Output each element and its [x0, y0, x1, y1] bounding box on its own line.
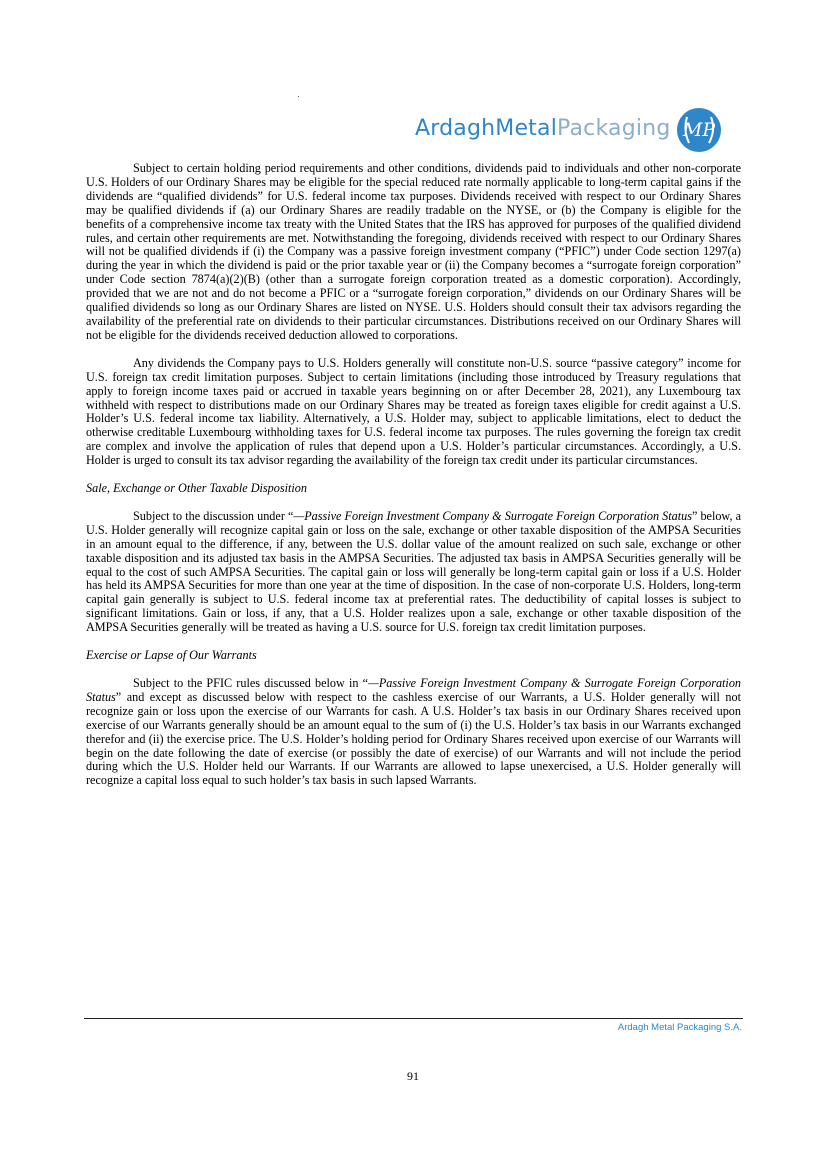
amp-logo-icon [673, 104, 725, 156]
paragraph-sale-exchange-reference: —Passive Foreign Investment Company & Surrogate Foreign Corporation Status [293, 508, 692, 523]
logo-word-ardagh: Ardagh [415, 116, 496, 141]
paragraph-exercise-lapse-text: ” and except as discussed below with respect to the cashless exercise of our Warrants, a U.S. Holder generally will not recognize gain or loss upon the exercise of our Warrants for cash. A U.S. Holder’s tax basis in our Ordinary Shares received upon exercise of our Warrants generally should be an amount equal to the sum of (i) the U.S. Holder’s tax basis in our Warrants exchanged therefor and (ii) the exercise price. The U.S. Holder’s holding period for Ordinary Shares received upon exercise of our Warrants will begin on the date following the date of exercise (or possibly the date of exercise) of our Warrants and will not include the period during which the U.S. Holder held our Warrants. If our Warrants are allowed to lapse unexercised, a U.S. Holder generally will recognize a capital loss equal to such holder’s tax basis in such lapsed Warrants. [86, 689, 741, 788]
paragraph-exercise-lapse-reference: —Passive Foreign Investment Company & Surrogate Foreign Corporation Status [86, 676, 742, 704]
company-logo [415, 104, 735, 160]
paragraph-sale-exchange [86, 510, 741, 635]
paragraph-sale-exchange-lead: Subject to the discussion under “ [133, 508, 294, 523]
paragraph-qualified-dividends: Subject to certain holding period requirements and other conditions, dividends paid to individuals and other non-corporate U.S. Holders of our Ordinary Shares may be eligible for the special reduced rate normally applicable to long-term capital gains if the dividends are “qualified dividends” for U.S. federal income tax purposes. Dividends received with respect to our Ordinary Shares may be qualified dividends if (a) our Ordinary Shares are readily tradable on the NYSE, or (b) the Company is eligible for the benefits of a comprehensive income tax treaty with the United States that the IRS has approved for purposes of the qualified dividend rules, and certain other requirements are met. Notwithstanding the foregoing, dividends received with respect to our Ordinary Shares will not be qualified dividends if (i) the Company was a passive foreign investment company (“PFIC”) under Code section 1297(a) during the year in which the dividend is paid or the prior taxable year or (ii) the Company becomes a “surrogate foreign corporation” under Code section 7874(a)(2)(B) (other than a surrogate foreign corporation treated as a domestic corporation). Accordingly, provided that we are not and do not become a PFIC or a “surrogate foreign corporation,” dividends on our Ordinary Shares will be qualified dividends so long as our Ordinary Shares are listed on NYSE. U.S. Holders should consult their tax advisors regarding the availability of the preferential rate on dividends to their particular circumstances. Distributions received on our Ordinary Shares will not be eligible for the dividends received deduction allowed to corporations. [86, 161, 741, 342]
stray-dot [298, 96, 299, 97]
logo-mark-letters: MP [682, 119, 716, 141]
heading-exercise-lapse: Exercise or Lapse of Our Warrants [86, 648, 257, 663]
paragraph-sale-exchange-text: ” below, a U.S. Holder generally will recognize capital gain or loss on the sale, exchange or other taxable disposition of the AMPSA Securities in an amount equal to the difference, if any, between the U.S. dollar value of the amount realized on such sale, exchange or other taxable disposition and its adjusted tax basis in the AMPSA Securities. The adjusted tax basis in AMPSA Securities generally will be equal to the cost of such AMPSA Securities. The capital gain or loss will generally be long-term capital gain or loss if a U.S. Holder has held its AMPSA Securities for more than one year at the time of disposition. In the case of non-corporate U.S. Holders, long-term capital gain generally is subject to U.S. federal income tax at preferential rates. The deductibility of capital losses is subject to significant limitations. Gain or loss, if any, that a U.S. Holder realizes upon a sale, exchange or other taxable disposition of the AMPSA Securities generally will be treated as having a U.S. source for U.S. foreign tax credit limitation purposes. [86, 508, 742, 635]
page-number: 91 [407, 1069, 419, 1083]
logo-wordmark [415, 116, 671, 142]
heading-sale-exchange: Sale, Exchange or Other Taxable Disposition [86, 481, 307, 496]
paragraph-exercise-lapse-lead: Subject to the PFIC rules discussed below in “ [133, 676, 368, 690]
page-content [86, 162, 741, 788]
paragraph-foreign-tax-credit: Any dividends the Company pays to U.S. Holders generally will constitute non-U.S. source “passive category” income for U.S. foreign tax credit limitation purposes. Subject to certain limitations (including those introduced by Treasury regulations that apply to foreign income taxes paid or accrued in taxable years beginning on or after December 28, 2021), any Luxembourg tax withheld with respect to distributions made on our Ordinary Shares may be treated as foreign taxes eligible for credit against a U.S. Holder’s U.S. federal income tax liability. Alternatively, a U.S. Holder may, subject to applicable limitations, elect to deduct the otherwise creditable Luxembourg withholding taxes for U.S. federal income tax purposes. The rules governing the foreign tax credit are complex and involve the application of rules that depend upon a U.S. Holder’s particular circumstances. Accordingly, a U.S. Holder is urged to consult its tax advisor regarding the availability of the foreign tax credit under its particular circumstances. [86, 355, 741, 468]
logo-word-metal: Metal [495, 116, 558, 141]
paragraph-exercise-lapse [86, 677, 741, 788]
logo-word-packaging: Packaging [557, 116, 671, 141]
footer-company-name: Ardagh Metal Packaging S.A. [617, 1022, 742, 1033]
footer-divider [84, 1018, 743, 1019]
